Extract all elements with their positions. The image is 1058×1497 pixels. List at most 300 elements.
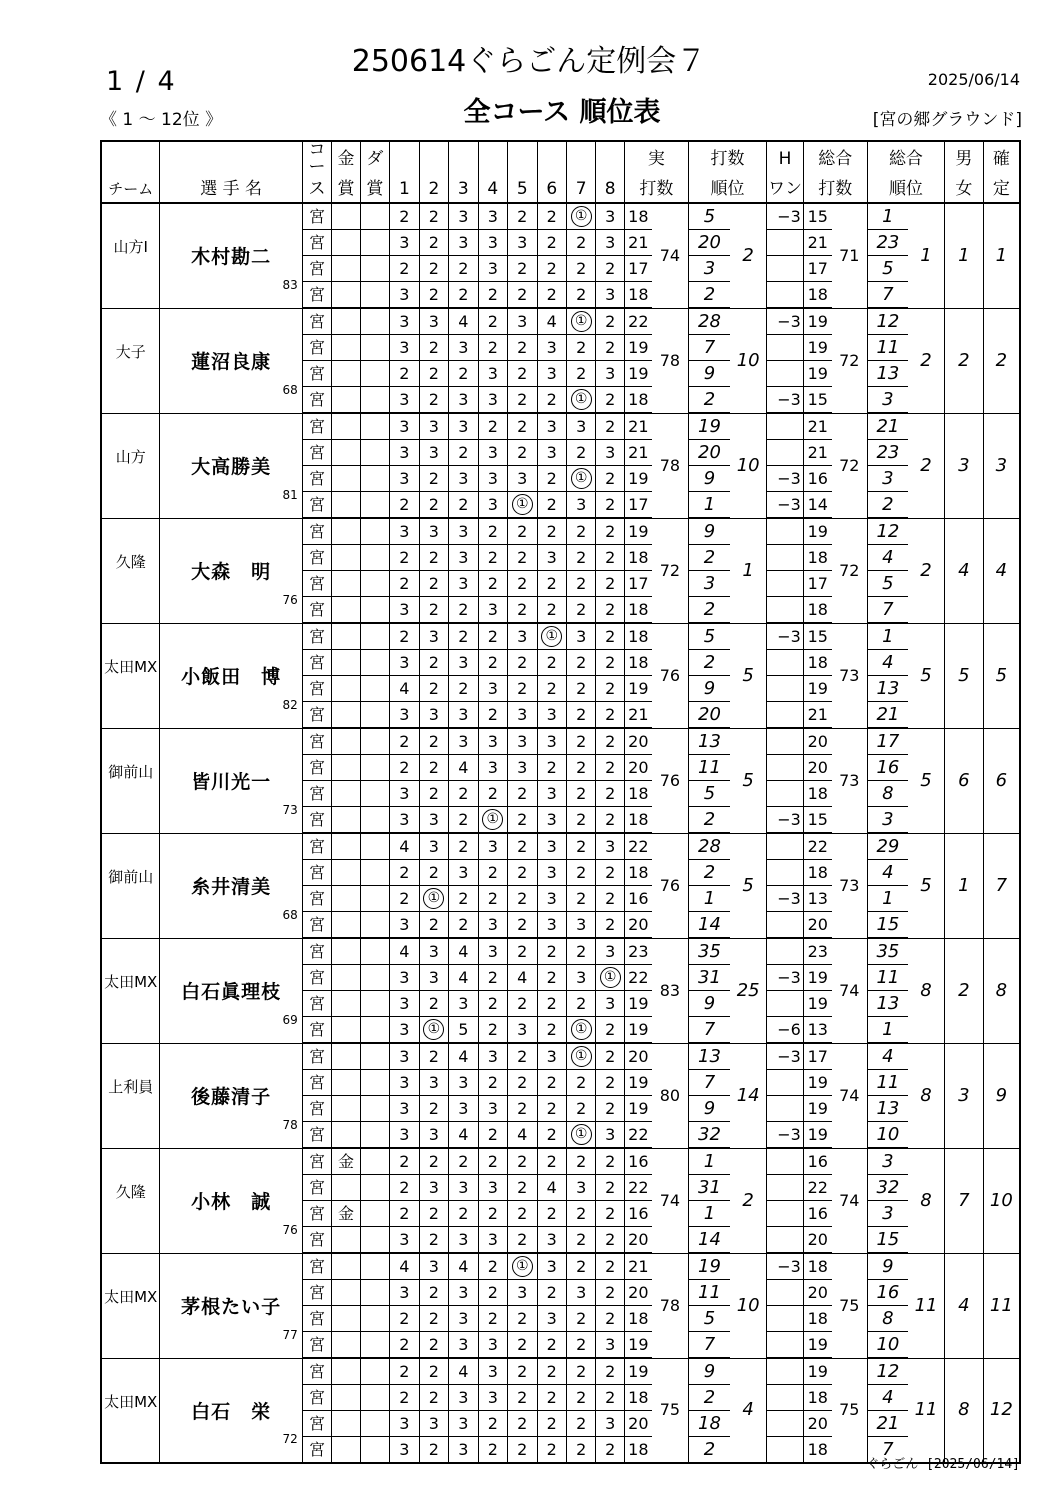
hole-score (449, 965, 478, 991)
hole-score (419, 1175, 448, 1201)
hole-score (566, 991, 595, 1017)
hole-in-one-bonus (767, 755, 804, 781)
hole-score (419, 1306, 448, 1332)
hole-score-value: 2 (546, 206, 557, 226)
hole-score (596, 912, 624, 939)
team-name: 久隆 (101, 518, 160, 623)
hole-score (596, 1253, 624, 1280)
hole-score-value: 2 (517, 652, 528, 672)
hole-score (537, 1175, 566, 1201)
hole-score-value: 3 (487, 836, 498, 856)
hole-score (537, 335, 566, 361)
round-sum: 21 (624, 413, 651, 440)
hole-score-value: 2 (576, 1439, 587, 1459)
hole-in-one-bonus (767, 1148, 804, 1175)
hole-score-value: 2 (605, 1387, 616, 1407)
hole-score (449, 623, 478, 650)
hole-score (596, 1148, 624, 1175)
header-hole: 7 (566, 176, 595, 203)
report-subtitle: 全コース 順位表 (463, 97, 661, 128)
round-total: 19 (803, 1358, 831, 1385)
hole-score-value: 3 (428, 1177, 439, 1197)
hole-score-value: 3 (458, 1308, 469, 1328)
hole-score (508, 1043, 537, 1070)
round-sum: 19 (624, 1070, 651, 1096)
hole-score-value: 2 (605, 1229, 616, 1249)
hole-score (478, 256, 507, 282)
hole-score-value: 2 (546, 573, 557, 593)
actual-strokes: 78 (652, 413, 689, 518)
hole-score (478, 886, 507, 912)
table-row (101, 1253, 1020, 1280)
round-sum: 19 (624, 466, 651, 492)
round-total-rank: 1 (867, 886, 908, 912)
hole-in-one-bonus: −3 (767, 1253, 804, 1280)
round-rank: 9 (688, 991, 730, 1017)
final-rank: 4 (983, 518, 1020, 623)
hole-score (449, 1253, 478, 1280)
hole-score (419, 1043, 448, 1070)
hole-score (566, 256, 595, 282)
da-prize-cell (360, 650, 389, 676)
round-rank: 9 (688, 1358, 730, 1385)
hole-score (508, 335, 537, 361)
hole-in-one-bonus (767, 256, 804, 282)
hole-score-value: 3 (399, 1098, 410, 1118)
hole-score-value: 2 (517, 1098, 528, 1118)
hole-score-value: 2 (428, 389, 439, 409)
hole-score-value: 2 (517, 206, 528, 226)
hole-score (596, 1043, 624, 1070)
da-prize-cell (360, 1122, 389, 1149)
hole-score-value: 2 (517, 941, 528, 961)
hole-score-value: 2 (487, 967, 498, 987)
hole-score-value: 2 (576, 232, 587, 252)
round-sum: 22 (624, 1175, 651, 1201)
total-rank: 5 (908, 833, 945, 938)
hole-score-value: 2 (517, 993, 528, 1013)
player-cell (160, 728, 302, 833)
hole-score-value: 2 (576, 521, 587, 541)
player-name: 茅根たい子 (181, 1296, 282, 1318)
hole-score-value: 3 (428, 416, 439, 436)
hole-score (478, 860, 507, 886)
hole-score (596, 335, 624, 361)
hole-score (566, 702, 595, 729)
round-total: 19 (803, 308, 831, 335)
hole-score (390, 728, 419, 755)
hole-score-value: 2 (576, 836, 587, 856)
hole-score (537, 991, 566, 1017)
hole-in-one-bonus (767, 1358, 804, 1385)
hole-score (508, 912, 537, 939)
hole-score (596, 938, 624, 965)
hole-score (566, 860, 595, 886)
hole-score-value: 3 (546, 731, 557, 751)
hole-score (596, 1437, 624, 1464)
hole-score (566, 833, 595, 860)
round-sum: 21 (624, 440, 651, 466)
hole-score (537, 256, 566, 282)
da-prize-cell (360, 335, 389, 361)
da-prize-cell (360, 1096, 389, 1122)
round-total-rank: 10 (867, 1332, 908, 1359)
hole-score-value: 2 (546, 1072, 557, 1092)
hole-score (566, 938, 595, 965)
hole-score (596, 1306, 624, 1332)
final-rank: 1 (983, 203, 1020, 308)
hole-score (478, 440, 507, 466)
hole-score (566, 1096, 595, 1122)
round-total-rank: 13 (867, 361, 908, 387)
gold-prize-cell (332, 1358, 360, 1385)
hole-score-value: 2 (517, 1439, 528, 1459)
hole-score-value: 2 (605, 914, 616, 934)
gender-rank: 7 (945, 1148, 984, 1253)
stroke-rank: 1 (730, 518, 767, 623)
hole-score (390, 781, 419, 807)
team-name: 山方 (101, 413, 160, 518)
hole-score (566, 1122, 595, 1149)
hole-score (478, 1411, 507, 1437)
hole-score-value: 3 (399, 1413, 410, 1433)
header-hole-in-one: H (767, 141, 804, 176)
hole-score-value: 2 (428, 1282, 439, 1302)
hole-score-value: 2 (428, 547, 439, 567)
round-total: 19 (803, 518, 831, 545)
round-total: 20 (803, 728, 831, 755)
hole-score (596, 623, 624, 650)
da-prize-cell (360, 938, 389, 965)
gold-prize-cell (332, 440, 360, 466)
hole-score-value: 4 (458, 1124, 469, 1144)
hole-score (566, 335, 595, 361)
player-age: 69 (282, 1012, 298, 1027)
hole-score (537, 1253, 566, 1280)
hole-score (419, 440, 448, 466)
hole-score (537, 1070, 566, 1096)
hole-score (390, 755, 419, 781)
round-rank: 3 (688, 256, 730, 282)
hole-score-value: 3 (487, 1361, 498, 1381)
hole-score (508, 361, 537, 387)
da-prize-cell (360, 256, 389, 282)
hole-score-value: 2 (605, 888, 616, 908)
round-rank: 20 (688, 702, 730, 729)
round-rank: 2 (688, 545, 730, 571)
hole-score (566, 1332, 595, 1359)
hole-score-value: 2 (487, 704, 498, 724)
hole-score-value: 2 (576, 704, 587, 724)
hole-score (390, 308, 419, 335)
round-total-rank: 23 (867, 230, 908, 256)
header-row-2 (101, 176, 1020, 203)
hole-score-value: 3 (428, 1124, 439, 1144)
player-cell (160, 203, 302, 308)
hole-score (508, 1411, 537, 1437)
hole-score-value: 2 (576, 888, 587, 908)
hole-score (596, 518, 624, 545)
header-player-blank (160, 141, 302, 176)
hole-score (449, 1332, 478, 1359)
round-total-rank: 4 (867, 1385, 908, 1411)
hole-score (449, 597, 478, 624)
hole-score (390, 1122, 419, 1149)
hole-score (537, 1017, 566, 1044)
round-rank: 20 (688, 440, 730, 466)
hole-score-value: 2 (546, 941, 557, 961)
hole-in-one-score: ① (600, 967, 621, 988)
hole-score (508, 545, 537, 571)
team-name: 太田MX (101, 1358, 160, 1463)
round-rank: 1 (688, 492, 730, 519)
hole-score (419, 755, 448, 781)
hole-score-value: 2 (605, 1072, 616, 1092)
hole-score-value: 4 (458, 311, 469, 331)
hole-score (419, 676, 448, 702)
actual-strokes: 80 (652, 1043, 689, 1148)
hole-score-value: 2 (576, 757, 587, 777)
stroke-rank: 10 (730, 308, 767, 413)
hole-score (537, 1148, 566, 1175)
hole-score-value: 3 (399, 1229, 410, 1249)
da-prize-cell (360, 912, 389, 939)
hole-score (449, 571, 478, 597)
actual-strokes: 74 (652, 1148, 689, 1253)
hole-score-value: 2 (458, 599, 469, 619)
hole-in-one-bonus (767, 991, 804, 1017)
round-rank: 31 (688, 1175, 730, 1201)
gender-rank: 1 (945, 203, 984, 308)
round-sum: 20 (624, 728, 651, 755)
round-total-rank: 21 (867, 413, 908, 440)
round-total: 18 (803, 860, 831, 886)
gold-prize-cell (332, 1437, 360, 1464)
stroke-rank: 10 (730, 1253, 767, 1358)
hole-in-one-bonus: −3 (767, 886, 804, 912)
hole-score-value: 2 (428, 783, 439, 803)
hole-score-value: 2 (546, 1334, 557, 1354)
hole-score (596, 545, 624, 571)
team-name: 太田MX (101, 938, 160, 1043)
player-cell (160, 1253, 302, 1358)
hole-score-value: 3 (576, 626, 587, 646)
hole-score-value: 3 (487, 1334, 498, 1354)
round-total: 13 (803, 886, 831, 912)
hole-score (390, 597, 419, 624)
round-total: 18 (803, 1437, 831, 1464)
hole-score (478, 387, 507, 414)
hole-score (537, 413, 566, 440)
hole-score-value: 2 (399, 573, 410, 593)
course-cell: 宮 (302, 781, 331, 807)
hole-score (596, 1280, 624, 1306)
hole-score (390, 1043, 419, 1070)
header-hole: 5 (508, 176, 537, 203)
hole-score-value: 2 (517, 521, 528, 541)
hole-score-value: 2 (546, 1413, 557, 1433)
hole-score (596, 1070, 624, 1096)
hole-score-value: 3 (458, 1177, 469, 1197)
hole-score (478, 807, 507, 834)
hole-score (449, 1122, 478, 1149)
da-prize-cell (360, 1280, 389, 1306)
course-cell: 宮 (302, 571, 331, 597)
hole-score (449, 1280, 478, 1306)
hole-score-value: 3 (487, 1177, 498, 1197)
hole-in-one-bonus (767, 518, 804, 545)
gold-prize-cell (332, 1306, 360, 1332)
hole-score (449, 886, 478, 912)
hole-score-value: 2 (487, 284, 498, 304)
hole-score-value: 2 (517, 547, 528, 567)
hole-score (478, 545, 507, 571)
round-total: 18 (803, 545, 831, 571)
round-sum: 21 (624, 230, 651, 256)
hole-score-value: 3 (428, 941, 439, 961)
round-total-rank: 1 (867, 203, 908, 230)
hole-score-value: 2 (576, 599, 587, 619)
hole-score-value: 3 (576, 494, 587, 514)
hole-score (596, 1017, 624, 1044)
hole-in-one-bonus (767, 728, 804, 755)
hole-score (449, 1201, 478, 1227)
table-row (101, 623, 1020, 650)
round-rank: 14 (688, 1227, 730, 1254)
hole-score-value: 2 (428, 862, 439, 882)
hole-in-one-score: ① (512, 494, 533, 515)
round-sum: 22 (624, 965, 651, 991)
hole-score-value: 2 (399, 1151, 410, 1171)
course-cell: 宮 (302, 676, 331, 702)
final-rank: 5 (983, 623, 1020, 728)
total-rank: 11 (908, 1253, 945, 1358)
round-sum: 21 (624, 702, 651, 729)
hole-in-one-bonus: −3 (767, 492, 804, 519)
da-prize-cell (360, 860, 389, 886)
hole-score-value: 3 (576, 914, 587, 934)
hole-score (566, 571, 595, 597)
round-total: 15 (803, 807, 831, 834)
hole-in-one-score: ① (571, 206, 592, 227)
course-cell: 宮 (302, 728, 331, 755)
hole-score-value: 3 (546, 914, 557, 934)
hole-score (478, 1358, 507, 1385)
hole-score (449, 1148, 478, 1175)
hole-score (508, 597, 537, 624)
hole-score-value: 3 (517, 626, 528, 646)
gold-prize-cell (332, 282, 360, 309)
round-total: 15 (803, 203, 831, 230)
round-sum: 17 (624, 571, 651, 597)
hole-score-value: 3 (605, 363, 616, 383)
hole-score (537, 1358, 566, 1385)
round-total-rank: 3 (867, 466, 908, 492)
header-final: 確 (983, 141, 1020, 176)
round-total-rank: 4 (867, 545, 908, 571)
gold-prize-cell (332, 1332, 360, 1359)
hole-score-value: 3 (428, 836, 439, 856)
hole-score-value: 4 (458, 941, 469, 961)
round-total-rank: 12 (867, 518, 908, 545)
hole-score (508, 518, 537, 545)
hole-score-value: 3 (605, 442, 616, 462)
hole-score-value: 3 (428, 1413, 439, 1433)
hole-score-value: 2 (399, 1334, 410, 1354)
hole-score-value: 2 (546, 468, 557, 488)
hole-score (419, 308, 448, 335)
hole-in-one-bonus (767, 1227, 804, 1254)
venue-name: [宮の郷グラウンド] (872, 110, 1022, 130)
hole-score-value: 3 (546, 704, 557, 724)
round-total-rank: 3 (867, 807, 908, 834)
hole-score-value: 2 (576, 442, 587, 462)
header-final-2: 定 (983, 176, 1020, 203)
hole-score-value: 2 (428, 1151, 439, 1171)
hole-score-value: 2 (517, 363, 528, 383)
hole-score (419, 492, 448, 519)
hole-score (537, 623, 566, 650)
round-rank: 32 (688, 1122, 730, 1149)
hole-score-value: 2 (487, 1256, 498, 1276)
round-total-rank: 2 (867, 492, 908, 519)
hole-score (537, 492, 566, 519)
hole-score-value: 2 (428, 678, 439, 698)
round-total: 18 (803, 650, 831, 676)
hole-score-value: 2 (576, 1151, 587, 1171)
total-rank: 1 (908, 203, 945, 308)
round-sum: 20 (624, 1280, 651, 1306)
hole-score-value: 2 (458, 1151, 469, 1171)
hole-score-value: 2 (605, 1046, 616, 1066)
hole-score (419, 1070, 448, 1096)
hole-score-value: 2 (399, 1203, 410, 1223)
hole-score-value: 2 (458, 494, 469, 514)
hole-score-value: 3 (487, 914, 498, 934)
round-sum: 19 (624, 335, 651, 361)
hole-score (508, 991, 537, 1017)
hole-in-one-score: ① (423, 1019, 444, 1040)
hole-score (508, 203, 537, 230)
hole-score (449, 203, 478, 230)
hole-score-value: 2 (605, 1361, 616, 1381)
player-name: 白石眞理枝 (181, 981, 282, 1003)
header-hole-in-one-2: ワン (767, 176, 804, 203)
round-total: 22 (803, 833, 831, 860)
hole-score-value: 3 (399, 914, 410, 934)
total-strokes: 72 (832, 413, 868, 518)
hole-score-value: 3 (605, 232, 616, 252)
actual-strokes: 83 (652, 938, 689, 1043)
hole-score (566, 912, 595, 939)
team-name: 太田MX (101, 1253, 160, 1358)
player-name: 小飯田 博 (181, 666, 282, 688)
hole-score (449, 702, 478, 729)
hole-score (566, 518, 595, 545)
header-total: 総合 (803, 141, 867, 176)
round-total: 20 (803, 1280, 831, 1306)
hole-score (537, 1385, 566, 1411)
hole-score-value: 2 (605, 573, 616, 593)
hole-score-value: 2 (428, 337, 439, 357)
hole-score (449, 1227, 478, 1254)
round-total-rank: 5 (867, 256, 908, 282)
hole-score-value: 2 (399, 1361, 410, 1381)
hole-score-value: 3 (428, 967, 439, 987)
da-prize-cell (360, 1411, 389, 1437)
hole-score (508, 781, 537, 807)
hole-score-value: 2 (517, 1334, 528, 1354)
